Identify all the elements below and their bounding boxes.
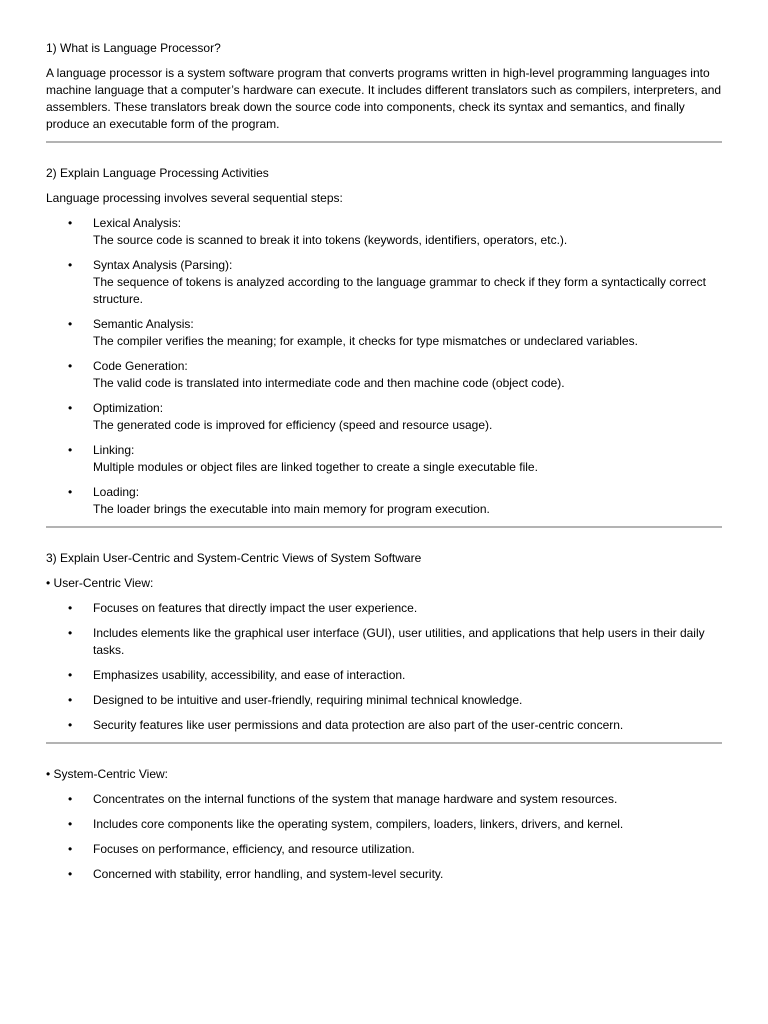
section-1-title: 1) What is Language Processor? xyxy=(46,41,221,55)
activity-term: Semantic Analysis: xyxy=(93,317,194,331)
section-2-title: 2) Explain Language Processing Activities xyxy=(46,166,269,180)
activity-description: Multiple modules or object files are linked together to create a single executable file. xyxy=(93,460,538,474)
list-item-text: Security features like user permissions and data protection are also part of the user-centric concern. xyxy=(93,718,624,732)
user-centric-heading: • User-Centric View: xyxy=(46,576,154,590)
bullet-icon: • xyxy=(68,601,73,615)
list-item xyxy=(46,600,722,617)
activity-description: The generated code is improved for efficiency (speed and resource usage). xyxy=(93,418,493,432)
system-centric-list xyxy=(46,791,722,883)
list-item xyxy=(46,866,722,883)
list-item xyxy=(46,400,722,434)
section-1-paragraph: A language processor is a system software program that converts programs written in high-level programming languages into machine language that a computer’s hardware can execute. It includes different translators such as compilers, interpreters, and assemblers. These translators break down the source code into components, check its syntax and semantics, and finally produce an executable form of the program. xyxy=(46,66,722,131)
section-processing-activities xyxy=(46,165,722,518)
section-2-intro: Language processing involves several sequential steps: xyxy=(46,191,343,205)
bullet-icon: • xyxy=(68,317,73,331)
activity-term: Code Generation: xyxy=(93,359,188,373)
activity-term: Loading: xyxy=(93,485,140,499)
list-item-text: Concerned with stability, error handling, and system-level security. xyxy=(93,867,444,881)
list-item xyxy=(46,215,722,249)
activity-description: The loader brings the executable into main memory for program execution. xyxy=(93,502,490,516)
list-item-text: Focuses on performance, efficiency, and resource utilization. xyxy=(93,842,415,856)
system-centric-heading: • System-Centric View: xyxy=(46,767,169,781)
list-item xyxy=(46,484,722,518)
bullet-icon: • xyxy=(68,258,73,272)
list-item xyxy=(46,692,722,709)
bullet-icon: • xyxy=(68,693,73,707)
section-system-centric-view xyxy=(46,766,722,883)
bullet-icon: • xyxy=(68,817,73,831)
activity-description: The source code is scanned to break it into tokens (keywords, identifiers, operators, etc.). xyxy=(93,233,568,247)
list-item-text: Includes core components like the operating system, compilers, loaders, linkers, drivers, and kernel. xyxy=(93,817,624,831)
activity-term: Optimization: xyxy=(93,401,164,415)
bullet-icon: • xyxy=(68,718,73,732)
bullet-icon: • xyxy=(68,842,73,856)
activity-description: The sequence of tokens is analyzed according to the language grammar to check if they form a syntactically correct structure. xyxy=(93,275,706,306)
list-item xyxy=(46,816,722,833)
activity-description: The valid code is translated into intermediate code and then machine code (object code). xyxy=(93,376,565,390)
activity-description: The compiler verifies the meaning; for example, it checks for type mismatches or undeclared variables. xyxy=(93,334,638,348)
document-page xyxy=(46,40,722,891)
section-3-title: 3) Explain User-Centric and System-Centric Views of System Software xyxy=(46,551,422,565)
bullet-icon: • xyxy=(68,359,73,373)
activity-term: Lexical Analysis: xyxy=(93,216,182,230)
bullet-icon: • xyxy=(68,401,73,415)
list-item-text: Focuses on features that directly impact the user experience. xyxy=(93,601,418,615)
bullet-icon: • xyxy=(68,443,73,457)
list-item xyxy=(46,791,722,808)
list-item xyxy=(46,257,722,308)
activity-term: Syntax Analysis (Parsing): xyxy=(93,258,233,272)
section-system-software-views xyxy=(46,550,722,734)
activities-list xyxy=(46,215,722,518)
list-item xyxy=(46,841,722,858)
list-item-text: Concentrates on the internal functions of the system that manage hardware and system resources. xyxy=(93,792,618,806)
list-item xyxy=(46,358,722,392)
list-item xyxy=(46,667,722,684)
user-centric-list xyxy=(46,600,722,734)
activity-term: Linking: xyxy=(93,443,135,457)
bullet-icon: • xyxy=(68,216,73,230)
list-item xyxy=(46,625,722,659)
bullet-icon: • xyxy=(68,668,73,682)
list-item-text: Emphasizes usability, accessibility, and ease of interaction. xyxy=(93,668,406,682)
bullet-icon: • xyxy=(68,867,73,881)
bullet-icon: • xyxy=(68,792,73,806)
section-language-processor xyxy=(46,40,722,133)
bullet-icon: • xyxy=(68,626,73,640)
list-item xyxy=(46,316,722,350)
bullet-icon: • xyxy=(68,485,73,499)
list-item xyxy=(46,442,722,476)
list-item-text: Includes elements like the graphical user interface (GUI), user utilities, and applications that help users in their daily tasks. xyxy=(93,626,705,657)
list-item-text: Designed to be intuitive and user-friendly, requiring minimal technical knowledge. xyxy=(93,693,523,707)
list-item xyxy=(46,717,722,734)
